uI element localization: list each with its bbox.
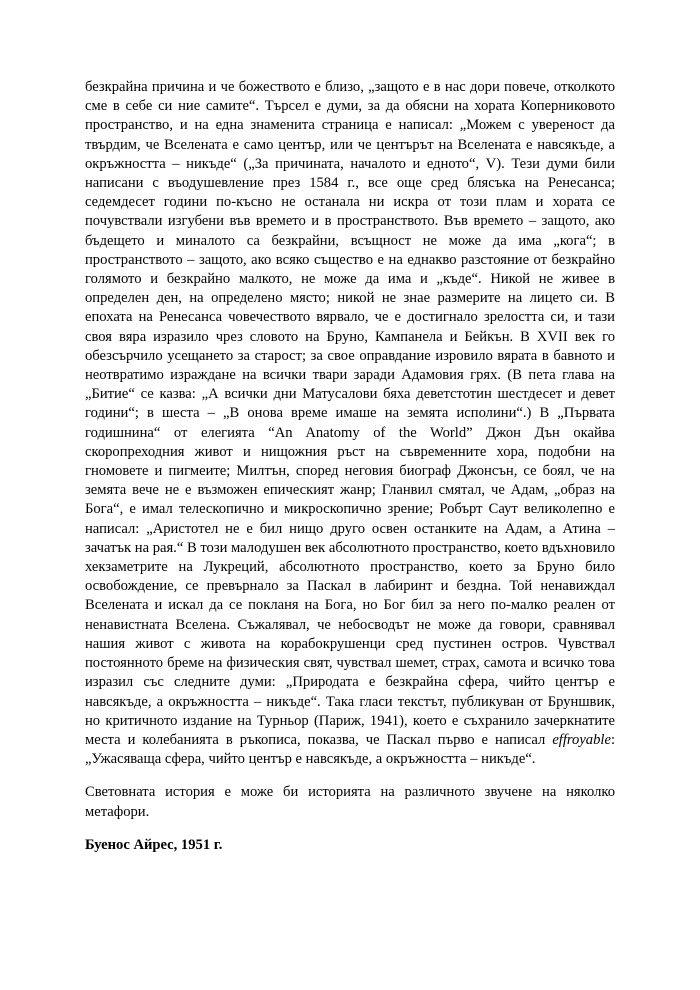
italic-word: effroyable: [552, 731, 611, 748]
main-paragraph: [85, 78, 615, 769]
closing-sentence: Световната история е може би историята на различното звучене на няколко метафори.: [85, 784, 615, 820]
document-page: [85, 78, 615, 855]
main-paragraph-ending: : „Ужасяваща сфера, чийто център е навсякъде, а окръжността – никъде“.: [85, 731, 615, 768]
main-paragraph-text: безкрайна причина и че божеството е близо, „защото е в нас дори повече, отколкото сме в себе си ние самите“. Търсел е думи, за да обясни на хората Коперниковото пространство, и на една знаменита страница е написал: „Можем с увереност да твърдим, че Вселената е само център, или че центърът на Вселената е навсякъде, а окръжността – никъде“ („За причината, началото и едното“, V). Тези думи били написани с въодушевление през 1584 г., все още сред блясъка на Ренесанса; седемдесет години по-късно не останала ни искра от този плам и хората се почувствали изгубени във времето и в пространството. Във времето – защото, ако бъдещето и миналото са безкрайни, всъщност не може да има „кога“; в пространството – защото, ако всяко същество е на еднакво разстояние от безкрайно голямото и безкрайно малкото, не може да има и „къде“. Никой не живее в определен ден, на определено място; никой не знае размерите на лицето си. В епохата на Ренесанса човечеството вярвало, че е достигнало зрелостта си, и тази своя вяра изразило чрез словото на Бруно, Кампанела и Бейкън. В XVII век го обезсърчило усещането за старост; за свое оправдание изровило вярата в бавното и неотвратимо израждане на всички твари заради Адамовия грях. (В пета глава на „Битие“ се казва: „А всички дни Матусалови бяха деветстотин шестдесет и девет години“; в шеста – „В онова време имаше на земята исполини“.) В „Първата годишнина“ от елегията “An Anatomy of the World” Джон Дън окайва скоропреходния живот и нищожния ръст на съвременните хора, подобни на гномовете и пигмеите; Милтън, според неговия биограф Джонсън, се боял, че на земята вече не е възможен епическият жанр; Гланвил смятал, че Адам, „образ на Бога“, е имал телескопично и микроскопично зрение; Робърт Саут великолепно е написал: „Аристотел не е бил нищо друго освен останките на Адам, а Атина – зачатък на рая.“ В този малодушен век абсолютното пространство, което вдъхновило хекзаметрите на Лукреций, абсолютното пространство, което за Бруно било освобождение, се превърнало за Паскал в лабиринт и бездна. Той ненавиждал Вселената и искал да се покланя на Бога, но Бог бил за него по-малко реален от ненавистната Вселена. Съжалявал, че небосводът не може да говори, сравнявал нашия живот с живота на корабокрушенци сред пустинен остров. Чувствал постоянното бреме на физическия свят, чувствал шемет, страх, самота и всичко това изразил със следните думи: „Природата е безкрайна сфера, чийто център е навсякъде, а окръжността – никъде“. Така гласи текстът, публикуван от Бруншвик, но критичното издание на Турньор (Париж, 1941), което е съхранило зачеркнатите места и колебанията в ръкописа, показва, че Паскал първо е написал: [85, 79, 615, 748]
signature-line: Буенос Айрес, 1951 г.: [85, 836, 223, 853]
